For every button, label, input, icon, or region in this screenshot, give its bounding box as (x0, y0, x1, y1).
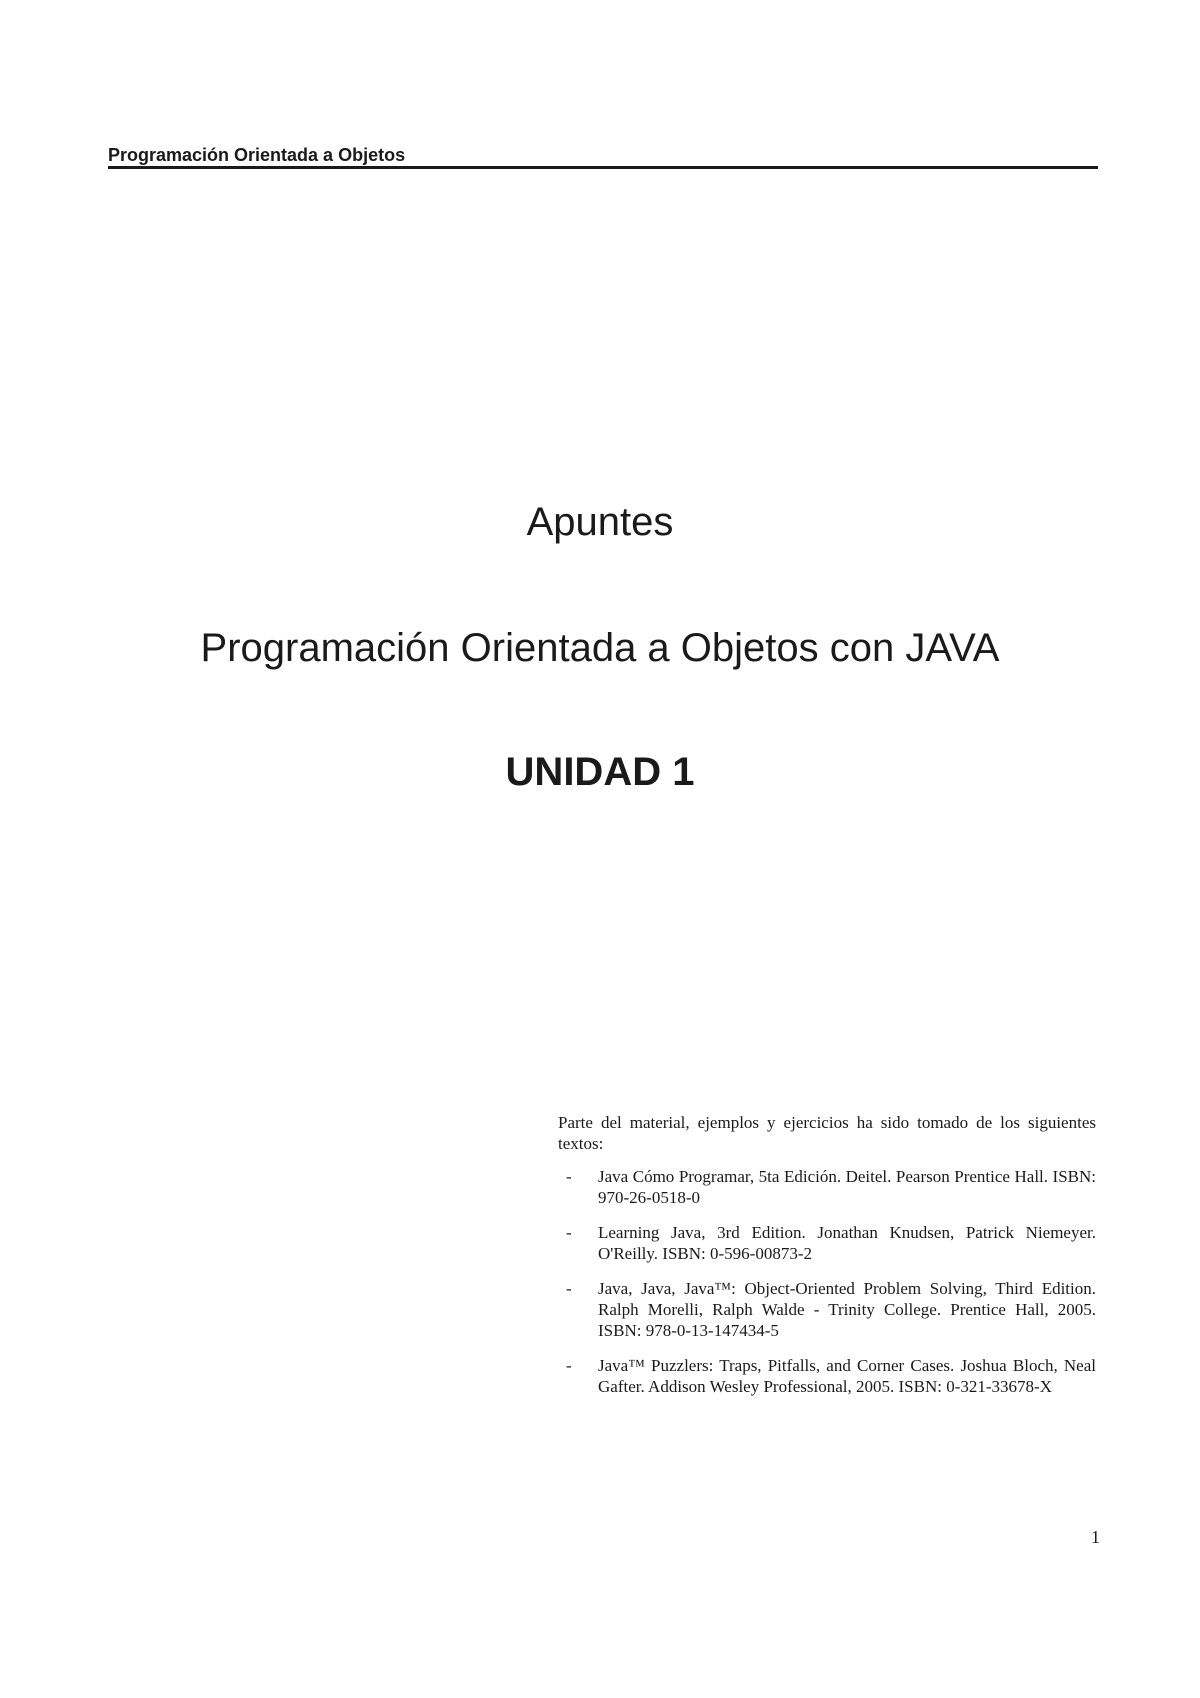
source-text: Learning Java, 3rd Edition. Jonathan Knudsen, Patrick Niemeyer. O'Reilly. ISBN: 0-596-00873-2 (598, 1223, 1096, 1263)
source-text: Java, Java, Java™: Object-Oriented Problem Solving, Third Edition. Ralph Morelli, Ralph Walde - Trinity College. Prentice Hall, 2005. ISBN: 978-0-13-147434-5 (598, 1279, 1096, 1340)
running-header-title: Programación Orientada a Objetos (108, 145, 406, 165)
source-item (558, 1355, 1096, 1397)
running-header (108, 144, 1098, 166)
sources-section (558, 1112, 1096, 1411)
bullet-dash: - (566, 1356, 572, 1375)
bullet-dash: - (566, 1167, 572, 1186)
title-unit: UNIDAD 1 (505, 750, 695, 794)
sources-intro: Parte del material, ejemplos y ejercicios ha sido tomado de los siguientes textos: (558, 1113, 1096, 1153)
source-text: Java™ Puzzlers: Traps, Pitfalls, and Corner Cases. Joshua Bloch, Neal Gafter. Addison Wesley Professional, 2005. ISBN: 0-321-33678-X (598, 1356, 1096, 1396)
sources-list (558, 1166, 1096, 1397)
bullet-dash: - (566, 1223, 572, 1242)
title-apuntes: Apuntes (526, 500, 674, 544)
bullet-dash: - (566, 1279, 572, 1298)
source-item (558, 1278, 1096, 1341)
page-number: 1 (1091, 1527, 1100, 1547)
title-course: Programación Orientada a Objetos con JAVA (200, 626, 1000, 670)
source-item (558, 1222, 1096, 1264)
source-item (558, 1166, 1096, 1208)
header-rule (108, 166, 1098, 169)
source-text: Java Cómo Programar, 5ta Edición. Deitel. Pearson Prentice Hall. ISBN: 970-26-0518-0 (598, 1167, 1096, 1207)
